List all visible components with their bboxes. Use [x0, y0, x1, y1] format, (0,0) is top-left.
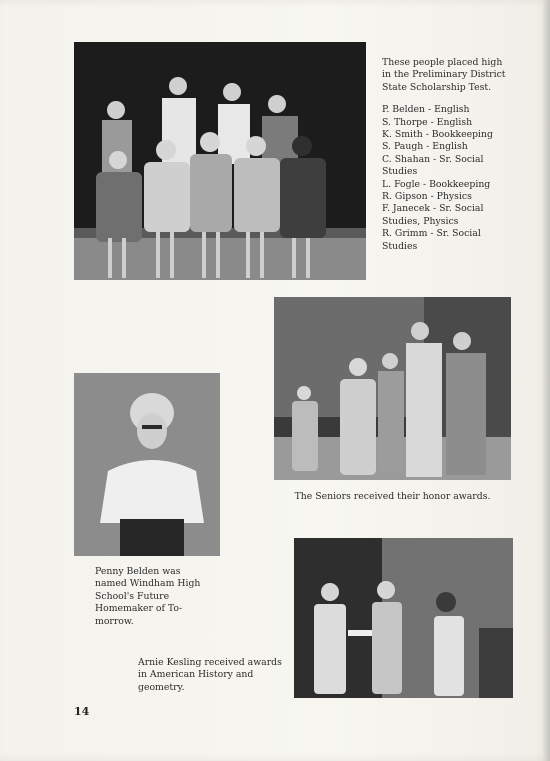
list-item: L. Fogle - Bookkeeping — [382, 178, 491, 190]
list-item: S. Thorpe - English — [382, 116, 473, 128]
list-item: C. Shahan - Sr. Social Studies — [382, 153, 484, 178]
seniors-caption — [274, 491, 511, 503]
page-binding-shadow — [542, 0, 550, 761]
list-item: P. Belden - English — [382, 104, 470, 116]
scholarship-group-photo — [74, 42, 366, 280]
penny-caption-text: Penny Belden was named Windham High School's Future Homemaker of To- morrow. — [95, 566, 201, 627]
penny-caption — [95, 566, 215, 628]
list-item: R. Grimm - Sr. Social Studies — [382, 228, 481, 252]
scholarship-intro: These people placed high in the Preliminary District State Scholarship Test. — [382, 57, 506, 93]
page-number: 14 — [74, 705, 90, 718]
list-item: F. Janecek - Sr. Social Studies, Physics — [382, 203, 484, 227]
seniors-photo-image — [274, 297, 511, 480]
seniors-caption-text: The Seniors received their honor awards. — [294, 491, 491, 502]
group-photo-image — [74, 42, 366, 280]
arnie-caption-text: Arnie Kesling received awards in American History and geometry. — [138, 657, 282, 693]
arnie-kesling-photo — [294, 538, 513, 698]
scholarship-list — [382, 104, 512, 253]
arnie-caption — [138, 657, 286, 694]
seniors-awards-photo — [274, 297, 511, 480]
scholarship-text — [382, 57, 512, 253]
arnie-photo-image — [294, 538, 513, 698]
list-item: R. Gipson - Physics — [382, 191, 472, 203]
penny-belden-photo — [74, 373, 220, 556]
list-item: S. Paugh - English — [382, 141, 468, 153]
list-item: K. Smith - Bookkeeping — [382, 129, 493, 141]
penny-photo-image — [74, 373, 220, 556]
